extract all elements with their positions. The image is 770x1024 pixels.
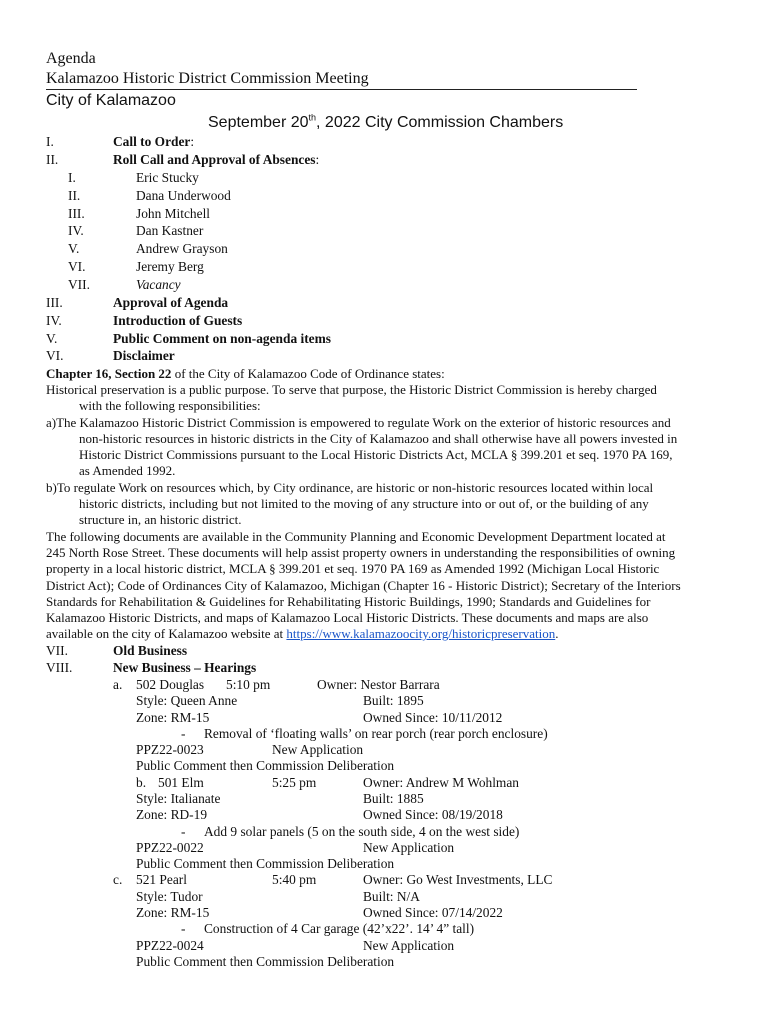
work-dash: - bbox=[181, 921, 186, 936]
roll-number: VI. bbox=[68, 259, 86, 274]
hearing-address: 501 Elm bbox=[158, 775, 204, 790]
item-label: Call to Order bbox=[113, 134, 191, 149]
city-name: City of Kalamazoo bbox=[46, 92, 176, 109]
hearing-work-description: Removal of ‘floating walls’ on rear porch (rear porch enclosure) bbox=[204, 726, 548, 741]
documents-line: Kalamazoo Historic Districts, and maps of Kalamazoo Local Historic Districts. These documents and maps are also bbox=[46, 610, 649, 625]
hearing-built: Built: 1885 bbox=[363, 791, 424, 806]
roll-member-vacancy: Vacancy bbox=[136, 277, 181, 292]
hearing-style: Style: Tudor bbox=[136, 889, 203, 904]
hearing-work-description: Add 9 solar panels (5 on the south side, 4 on the west side) bbox=[204, 824, 520, 839]
documents-line: The following documents are available in the Community Planning and Economic Development Department located at bbox=[46, 529, 666, 544]
roll-number: IV. bbox=[68, 223, 84, 238]
item-number-5: V. bbox=[46, 331, 58, 346]
item-approval-of-agenda: Approval of Agenda bbox=[113, 295, 229, 310]
item-public-comment: Public Comment on non-agenda items bbox=[113, 331, 331, 346]
hearing-time: 5:10 pm bbox=[226, 677, 271, 692]
hearing-built: Built: 1895 bbox=[363, 693, 424, 708]
hearing-time: 5:25 pm bbox=[272, 775, 317, 790]
hearing-letter: c. bbox=[113, 872, 123, 887]
disclaimer-line: with the following responsibilities: bbox=[79, 398, 261, 413]
hearing-letter: a. bbox=[113, 677, 123, 692]
disclaimer-line: Historical preservation is a public purpose. To serve that purpose, the Historic District Commission is hereby charged bbox=[46, 382, 657, 397]
item-number-2: II. bbox=[46, 152, 59, 167]
date-ordinal: th bbox=[308, 112, 317, 123]
website-period: . bbox=[555, 626, 559, 641]
hearing-owner: Owner: Andrew M Wohlman bbox=[363, 775, 519, 790]
hearing-owner: Owner: Go West Investments, LLC bbox=[363, 872, 553, 887]
hearing-comment: Public Comment then Commission Deliberation bbox=[136, 758, 395, 773]
roll-member: John Mitchell bbox=[136, 206, 211, 221]
disclaimer-line: a)The Kalamazoo Historic District Commission is empowered to regulate Work on the exterior of historic resources and bbox=[46, 415, 671, 430]
hearing-application-type: New Application bbox=[363, 938, 455, 953]
hearing-comment: Public Comment then Commission Deliberation bbox=[136, 954, 395, 969]
hearing-owned-since: Owned Since: 08/19/2018 bbox=[363, 807, 503, 822]
hearing-address: 521 Pearl bbox=[136, 872, 187, 887]
documents-line-website bbox=[46, 626, 559, 642]
website-intro: available on the city of Kalamazoo website at bbox=[46, 626, 287, 641]
roll-number: III. bbox=[68, 206, 85, 221]
documents-line: District Act); Code of Ordinances City of Kalamazoo, Michigan (Chapter 16 - Historic District); Secretary of the Interiors bbox=[46, 578, 681, 593]
item-call-to-order bbox=[113, 134, 194, 150]
hearing-application-type: New Application bbox=[272, 742, 364, 757]
disclaimer-line: b)To regulate Work on resources which, by City ordinance, are historic or non-historic resources located within local bbox=[46, 480, 654, 495]
chapter-reference bbox=[46, 366, 445, 382]
disclaimer-line: historic districts, including but not limited to the moving of any structure into or out of, or the building of any bbox=[79, 496, 649, 511]
meeting-title: Kalamazoo Historic District Commission Meeting bbox=[46, 70, 369, 87]
hearing-time: 5:40 pm bbox=[272, 872, 317, 887]
documents-line: 245 North Rose Street. These documents will help assist property owners in understanding the responsibilities of owning bbox=[46, 545, 676, 560]
hearing-built: Built: N/A bbox=[363, 889, 420, 904]
hearing-letter: b. bbox=[136, 775, 147, 790]
chapter-citation: Chapter 16, Section 22 bbox=[46, 366, 172, 381]
hearing-zone: Zone: RM-15 bbox=[136, 710, 210, 725]
disclaimer-line: non-historic resources in historic districts in the City of Kalamazoo and shall otherwise have all powers invested in bbox=[79, 431, 678, 446]
item-new-business: New Business – Hearings bbox=[113, 660, 257, 675]
roll-number: II. bbox=[68, 188, 81, 203]
item-disclaimer: Disclaimer bbox=[113, 348, 175, 363]
date-location: , 2022 City Commission Chambers bbox=[316, 114, 564, 131]
hearing-style: Style: Queen Anne bbox=[136, 693, 238, 708]
documents-line: Standards for Rehabilitation & Guidelines for Rehabilitating Historic Buildings, 1990; Standards and Guidelines for bbox=[46, 594, 651, 609]
roll-number: I. bbox=[68, 170, 76, 185]
item-label: Roll Call and Approval of Absences bbox=[113, 152, 316, 167]
roll-member: Eric Stucky bbox=[136, 170, 199, 185]
item-number-6: VI. bbox=[46, 348, 64, 363]
item-number-4: IV. bbox=[46, 313, 62, 328]
item-old-business: Old Business bbox=[113, 643, 188, 658]
hearing-zone: Zone: RD-19 bbox=[136, 807, 208, 822]
item-colon: : bbox=[190, 134, 195, 149]
chapter-text: of the City of Kalamazoo Code of Ordinance states: bbox=[171, 366, 445, 381]
hearing-work-description: Construction of 4 Car garage (42’x22’. 14’ 4” tall) bbox=[204, 921, 475, 936]
item-number-8: VIII. bbox=[46, 660, 73, 675]
item-number-7: VII. bbox=[46, 643, 68, 658]
agenda-heading: Agenda bbox=[46, 50, 96, 67]
hearing-style: Style: Italianate bbox=[136, 791, 221, 806]
disclaimer-line: Historic District Commissions pursuant to the Local Historic Districts Act, MCLA § 399.201 et seq. 1970 PA 169, bbox=[79, 447, 673, 462]
hearing-application-type: New Application bbox=[363, 840, 455, 855]
historic-preservation-link[interactable]: https://www.kalamazoocity.org/historicpreservation bbox=[286, 626, 556, 641]
item-number-3: III. bbox=[46, 295, 63, 310]
hearing-case-number: PPZ22-0024 bbox=[136, 938, 204, 953]
roll-member: Dana Underwood bbox=[136, 188, 231, 203]
hearing-case-number: PPZ22-0023 bbox=[136, 742, 204, 757]
item-roll-call bbox=[113, 152, 319, 168]
work-dash: - bbox=[181, 726, 186, 741]
title-underline bbox=[46, 89, 637, 90]
hearing-zone: Zone: RM-15 bbox=[136, 905, 210, 920]
disclaimer-line: as Amended 1992. bbox=[79, 463, 176, 478]
disclaimer-line: structure in, an historic district. bbox=[79, 512, 242, 527]
item-introduction-of-guests: Introduction of Guests bbox=[113, 313, 243, 328]
roll-member: Andrew Grayson bbox=[136, 241, 228, 256]
hearing-owned-since: Owned Since: 07/14/2022 bbox=[363, 905, 503, 920]
meeting-date-location bbox=[208, 113, 563, 133]
hearing-comment: Public Comment then Commission Deliberation bbox=[136, 856, 395, 871]
hearing-owner: Owner: Nestor Barrara bbox=[317, 677, 440, 692]
documents-line: property in a local historic district, MCLA § 399.201 et seq. 1970 PA 169 as Amended 1992 (Michigan Local Historic bbox=[46, 561, 660, 576]
roll-member: Jeremy Berg bbox=[136, 259, 204, 274]
work-dash: - bbox=[181, 824, 186, 839]
hearing-case-number: PPZ22-0022 bbox=[136, 840, 204, 855]
item-number-1: I. bbox=[46, 134, 54, 149]
roll-member: Dan Kastner bbox=[136, 223, 204, 238]
item-colon: : bbox=[315, 152, 320, 167]
roll-number: V. bbox=[68, 241, 80, 256]
date-main: September 20 bbox=[208, 114, 309, 131]
roll-number: VII. bbox=[68, 277, 90, 292]
hearing-owned-since: Owned Since: 10/11/2012 bbox=[363, 710, 503, 725]
hearing-address: 502 Douglas bbox=[136, 677, 205, 692]
